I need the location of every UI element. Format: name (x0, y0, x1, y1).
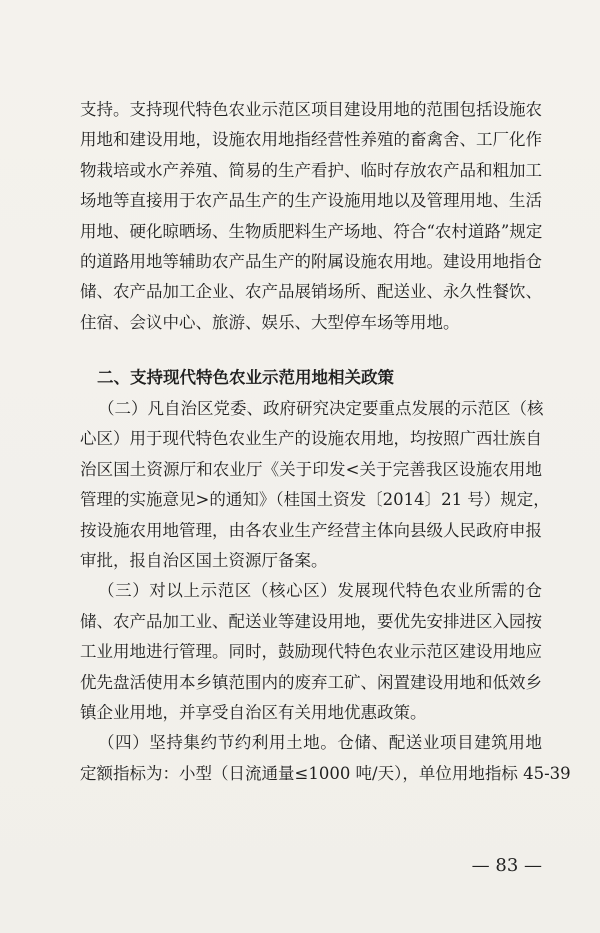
text-line: 管理的实施意见>的通知》（桂国土资发〔2014〕21 号）规定， (80, 490, 550, 510)
text-line: 治区国土资源厅和农业厅《关于印发<关于完善我区设施农用地 (80, 459, 542, 479)
text-line: 的道路用地等辅助农产品生产的附属设施农用地。建设用地指仓 (80, 252, 542, 272)
text-line: 优先盘活使用本乡镇范围内的废弃工矿、闲置建设用地和低效乡 (80, 672, 542, 692)
text-line: 场地等直接用于农产品生产的生产设施用地以及管理用地、生活 (80, 191, 542, 211)
section-heading: 二、支持现代特色农业示范用地相关政策 (97, 368, 394, 387)
text-line: 镇企业用地，并享受自治区有关用地优惠政策。 (80, 703, 427, 723)
text-line: 储、农产品加工业、配送业等建设用地，要优先安排进区入园按 (80, 611, 542, 631)
text-line: 用地和建设用地，设施农用地指经营性养殖的畜禽舍、工厂化作 (80, 130, 542, 150)
text-line: 储、农产品加工企业、农产品展销场所、配送业、永久性餐饮、 (80, 282, 542, 302)
text-line: （二）凡自治区党委、政府研究决定要重点发展的示范区（核 (98, 399, 544, 418)
text-line: （三）对以上示范区（核心区）发展现代特色农业所需的仓 (98, 581, 542, 601)
page-number: — 83 — (471, 855, 542, 876)
text-line: 用地、硬化晾晒场、生物质肥料生产场地、符合“农村道路”规定 (80, 221, 543, 241)
text-line: （四）坚持集约节约利用土地。仓储、配送业项目建筑用地 (98, 733, 542, 753)
policy-sections (80, 394, 571, 789)
policy-paragraph-3 (80, 576, 542, 728)
text-line: 按设施农用地管理，由各农业生产经营主体向县级人民政府申报 (80, 520, 542, 540)
policy-paragraph-4 (80, 728, 571, 789)
text-line: 工业用地进行管理。同时，鼓励现代特色农业示范区建设用地应 (80, 642, 542, 662)
text-line: 支持。支持现代特色农业示范区项目建设用地的范围包括设施农 (80, 100, 542, 119)
text-line: 物栽培或水产养殖、简易的生产看护、临时存放农产品和粗加工 (80, 160, 542, 180)
continuation-paragraph (80, 95, 542, 338)
text-line: 心区）用于现代特色农业生产的设施农用地，均按照广西壮族自 (80, 429, 542, 449)
policy-paragraph-2 (80, 394, 550, 576)
text-line: 审批，报自治区国土资源厅备案。 (80, 551, 328, 571)
text-line: 住宿、会议中心、旅游、娱乐、大型停车场等用地。 (80, 312, 460, 332)
text-line: 定额指标为：小型（日流通量≤1000 吨/天），单位用地指标 45-39 (80, 763, 571, 783)
